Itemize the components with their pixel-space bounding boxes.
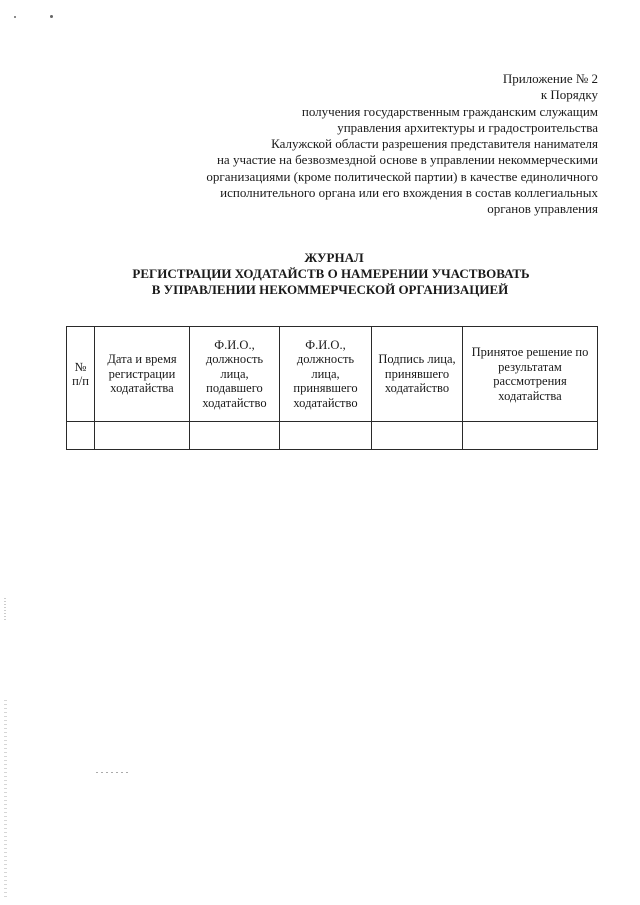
table-cell <box>372 422 463 450</box>
title-line: ЖУРНАЛ <box>304 250 364 265</box>
table-cell <box>67 422 95 450</box>
appendix-line: Калужской области разрешения представителя нанимателя <box>271 136 598 152</box>
appendix-line: органов управления <box>487 201 598 217</box>
appendix-line: организациями (кроме политической партии) в качестве единоличного <box>206 168 598 184</box>
table-cell <box>190 422 280 450</box>
appendix-line: на участие на безвозмездной основе в управлении некоммерческими <box>216 152 598 168</box>
document-title <box>0 250 640 298</box>
header-applicant: Ф.И.О., должность лица, подавшего ходатайство <box>190 327 280 422</box>
header-receiver: Ф.И.О., должность лица, принявшего ходатайство <box>280 327 372 422</box>
title-line: РЕГИСТРАЦИИ ХОДАТАЙСТВ О НАМЕРЕНИИ УЧАСТВОВАТЬ <box>132 266 530 281</box>
header-decision: Принятое решение по результатам рассмотрения ходатайства <box>463 327 598 422</box>
title-line: В УПРАВЛЕНИИ НЕКОММЕРЧЕСКОЙ ОРГАНИЗАЦИЕЙ <box>151 282 509 297</box>
appendix-line: управления архитектуры и градостроительства <box>337 119 598 135</box>
table-cell <box>463 422 598 450</box>
table-cell <box>280 422 372 450</box>
table-cell <box>95 422 190 450</box>
scan-edge-noise <box>4 598 6 622</box>
appendix-line: исполнительного органа или его вхождения в состав коллегиальных <box>220 185 598 201</box>
scan-edge-noise <box>4 700 7 900</box>
table-header-row <box>67 327 598 422</box>
header-number: № п/п <box>67 327 95 422</box>
journal-table <box>66 326 598 450</box>
table-row <box>67 422 598 450</box>
header-registration-date: Дата и время регистрации ходатайства <box>95 327 190 422</box>
scan-speck <box>14 16 16 18</box>
appendix-line: получения государственным гражданским служащим <box>301 103 598 119</box>
appendix-header <box>128 71 598 218</box>
appendix-line: Приложение № 2 <box>502 71 598 86</box>
header-receiver-signature: Подпись лица, принявшего ходатайство <box>372 327 463 422</box>
scan-speck <box>50 15 53 18</box>
appendix-line: к Порядку <box>540 87 598 103</box>
scan-dots <box>96 772 128 773</box>
